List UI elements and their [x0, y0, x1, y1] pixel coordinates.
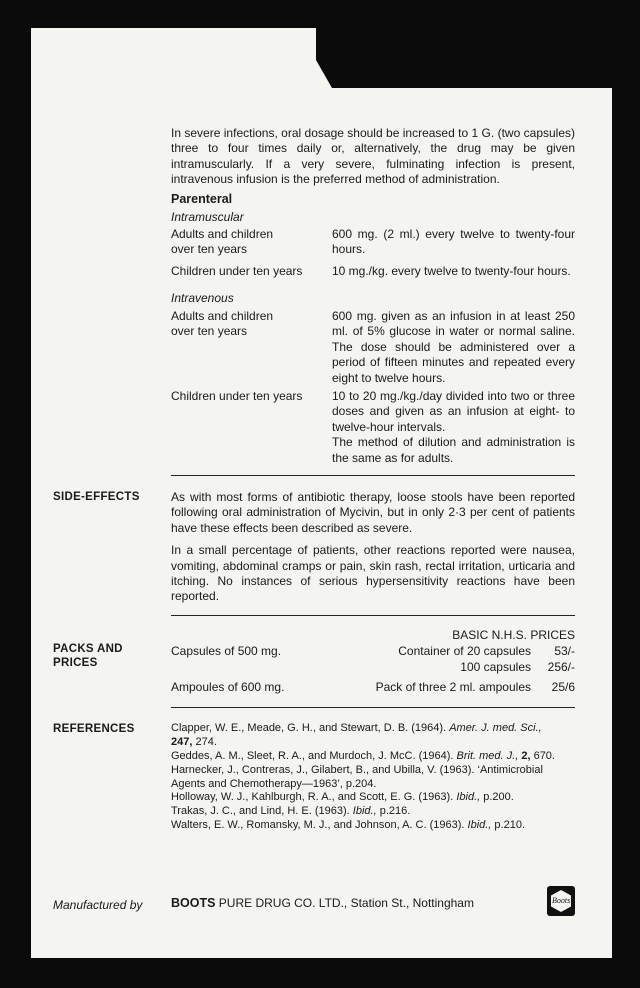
ref3-line2: Agents and Chemotherapy—1963’, p.204.: [171, 777, 377, 790]
manufacturer-line: [171, 896, 474, 910]
prices-header-row: [171, 628, 575, 644]
iv-adults-label-line2: over ten years: [171, 324, 248, 339]
ampoules-price: 25/6: [551, 680, 575, 694]
iv-child-dose: 10 to 20 mg./kg./day divided into two or three doses and given as an infusion at eight- to twelve-hour intervals.: [332, 389, 575, 434]
ref2-authors: Geddes, A. M., Sleet, R. A., and Murdoch, J. McC. (1964).: [171, 750, 454, 762]
ref6-page: p.210.: [491, 819, 526, 831]
manufacturer-address: PURE DRUG CO. LTD., Station St., Nottingham: [215, 896, 474, 910]
packs-label-line2: PRICES: [53, 657, 98, 669]
im-adults-row: [171, 227, 575, 259]
intravenous-label: Intravenous: [171, 291, 234, 305]
ampoules-row: [171, 680, 575, 696]
ref4-page: p.200.: [480, 791, 514, 803]
iv-adults-label: [171, 309, 321, 340]
iv-child-dose-block: [332, 389, 575, 466]
ref2-journal: Brit. med. J.,: [456, 750, 519, 762]
capsules-row: [171, 644, 575, 660]
ref2-page: 670.: [530, 750, 555, 762]
ref2-volume: 2,: [518, 750, 531, 762]
ampoules-label: Ampoules of 600 mg.: [171, 680, 285, 694]
iv-child-row: [171, 389, 575, 465]
iv-adults-dose: 600 mg. given as an infusion in at least 250 ml. of 5% glucose in water or normal saline. The dose should be administered over a period of fifteen minutes and repeated every eight to twelve hours.: [332, 309, 575, 385]
iv-child-label: Children under ten years: [171, 389, 303, 403]
side-effects-label: SIDE-EFFECTS: [53, 491, 140, 503]
side-effects-paragraph-2: In a small percentage of patients, other reactions reported were nausea, vomiting, abdominal cramps or pain, skin rash, rectal irritation, urticaria and itching. No instances of serious hypersensitivity reactions have been reported.: [171, 543, 575, 604]
ref6-authors: Walters, E. W., Romansky, M. J., and Johnson, A. C. (1963).: [171, 819, 465, 831]
boots-logo-icon: [547, 886, 575, 916]
im-adults-dose: 600 mg. (2 ml.) every twelve to twenty-four hours.: [332, 227, 575, 257]
reference-5: [171, 805, 575, 819]
iv-adults-label-line1: Adults and children: [171, 309, 274, 323]
ref1-page: 274.: [192, 735, 217, 748]
side-effects-section: [171, 490, 575, 605]
ref1-authors: Clapper, W. E., Meade, G. H., and Stewart, D. B. (1964).: [171, 722, 447, 734]
capsules-20-label: Container of 20 capsules: [398, 644, 531, 658]
ref3-line1: Harnecker, J., Contreras, J., Gilabert, B., and Ubilla, V. (1963). ‘Antimicrobial: [171, 764, 543, 776]
boots-logo-text: Boots: [552, 896, 571, 905]
manufacturer-name-bold: BOOTS: [171, 896, 216, 910]
divider-1: [171, 475, 575, 476]
packs-label-line1: PACKS AND: [53, 643, 123, 655]
ref5-ibid: Ibid.,: [352, 805, 377, 817]
im-adults-label-line2: over ten years: [171, 242, 248, 257]
prices-header: BASIC N.H.S. PRICES: [452, 628, 575, 642]
capsules-20-price: 53/-: [554, 644, 575, 658]
divider-2: [171, 615, 575, 616]
iv-child-dose-note: The method of dilution and administration is the same as for adults.: [332, 435, 575, 465]
packs-prices-label: [53, 642, 123, 670]
im-adults-label: [171, 227, 321, 258]
divider-3: [171, 707, 575, 708]
ref4-authors: Holloway, W. J., Kahlburgh, R. A., and Scott, E. G. (1963).: [171, 791, 454, 803]
capsules-100-label: 100 capsules: [460, 660, 531, 674]
reference-1: [171, 722, 575, 749]
capsules-100-row: [171, 660, 575, 676]
capsules-label: Capsules of 500 mg.: [171, 644, 282, 658]
ref4-ibid: Ibid.,: [456, 791, 481, 803]
ref1-volume: 247,: [171, 735, 193, 748]
ref5-authors: Trakas, J. C., and Lind, H. E. (1963).: [171, 805, 350, 817]
im-child-label: Children under ten years: [171, 264, 303, 278]
ref1-journal: Amer. J. med. Sci.,: [449, 722, 542, 734]
reference-3: [171, 764, 575, 791]
ref6-ibid: Ibid.,: [467, 819, 492, 831]
ampoules-pack-label: Pack of three 2 ml. ampoules: [375, 680, 531, 694]
ref5-page: p.216.: [376, 805, 411, 817]
im-adults-label-line1: Adults and children: [171, 227, 274, 241]
side-effects-paragraph-1: As with most forms of antibiotic therapy, loose stools have been reported following oral administration of Mycivin, but in only 2·3 per cent of patients have these effects been described as severe.: [171, 490, 575, 535]
manufactured-by-label: Manufactured by: [53, 898, 143, 912]
iv-adults-row: [171, 309, 575, 389]
intro-section: [171, 126, 575, 188]
intro-paragraph: In severe infections, oral dosage should be increased to 1 G. (two capsules) three to four times daily or, alternatively, the drug may be given intramuscularly. If a very severe, fulminating infection is present, intravenous infusion is the preferred method of administration.: [171, 126, 575, 187]
references-label: REFERENCES: [53, 723, 135, 735]
capsules-100-price: 256/-: [547, 660, 575, 674]
reference-4: [171, 791, 575, 805]
reference-2: [171, 750, 575, 764]
reference-6: [171, 819, 575, 833]
parenteral-heading: Parenteral: [171, 192, 233, 206]
intramuscular-label: Intramuscular: [171, 210, 244, 224]
im-child-dose: 10 mg./kg. every twelve to twenty-four hours.: [332, 264, 571, 278]
